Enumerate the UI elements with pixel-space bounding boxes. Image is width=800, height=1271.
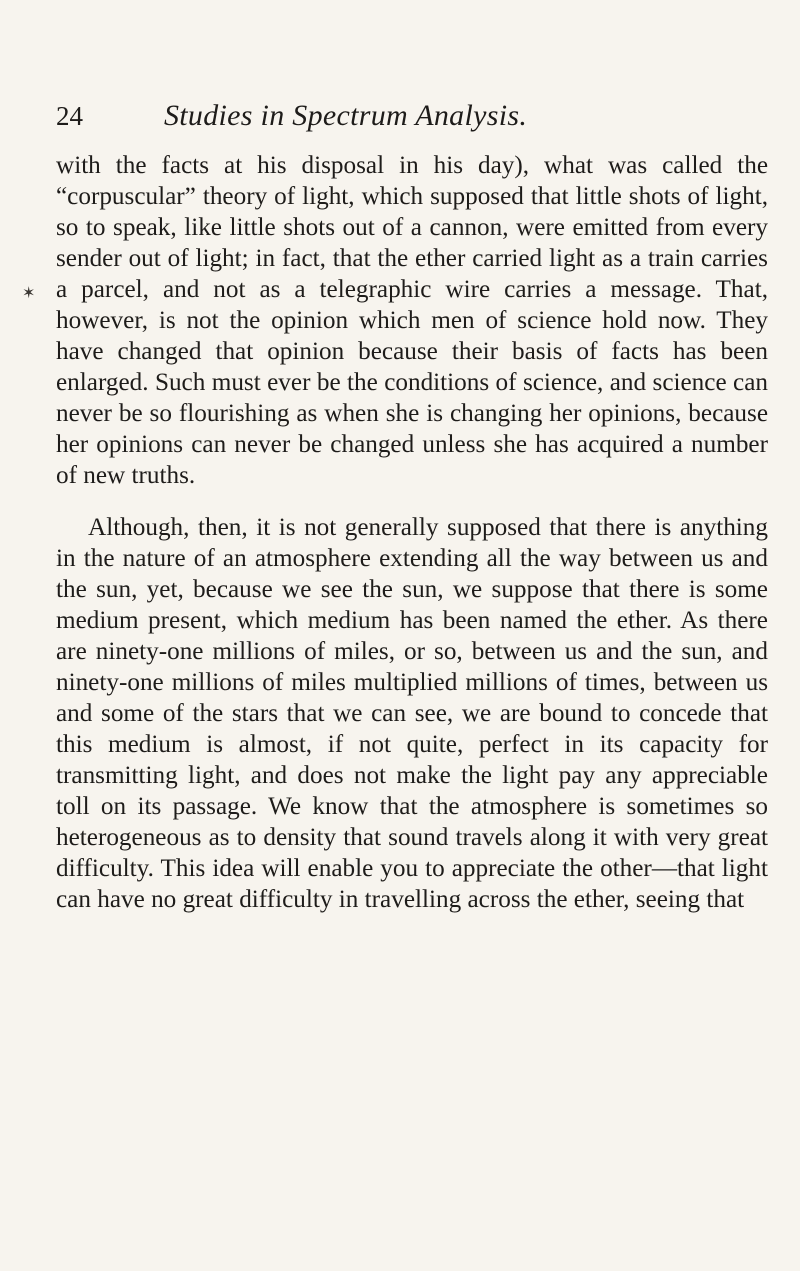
paragraph: with the facts at his disposal in his day), what was called the “corpuscular” theory of light, which supposed that little shots of light, so to speak, like little shots out of a cannon, were emitted from every sender out of light; in fact, that the ether carried light as a train carries a parcel, and not as a telegraphic wire carries a message. That, however, is not the opinion which men of science hold now. They have changed that opinion because their basis of facts has been enlarged. Such must ever be the conditions of science, and science can never be so flourishing as when she is changing her opinions, because her opinions can never be changed unless she has acquired a number of new truths. — [56, 152, 768, 489]
paragraph: Although, then, it is not generally supposed that there is anything in the nature of an atmosphere extending all the way between us and the sun, yet, because we see the sun, we suppose that there is some medium present, which medium has been named the ether. As there are ninety-one millions of miles, or so, between us and the sun, and ninety-one millions of miles multiplied millions of times, between us and some of the stars that we can see, we are bound to concede that this medium is almost, if not quite, perfect in its capacity for transmitting light, and does not make the light pay any appreciable toll on its passage. We know that the atmosphere is sometimes so heterogeneous as to density that sound travels along it with very great difficulty. This idea will enable you to appreciate the other—that light can have no great difficulty in travelling across the ether, seeing that — [56, 514, 768, 913]
body-text — [56, 150, 768, 915]
page-number: 24 — [56, 101, 83, 131]
page-header — [56, 96, 776, 136]
running-head: Studies in Spectrum Analysis. — [164, 99, 528, 132]
margin-mark: ✶ — [22, 285, 36, 302]
